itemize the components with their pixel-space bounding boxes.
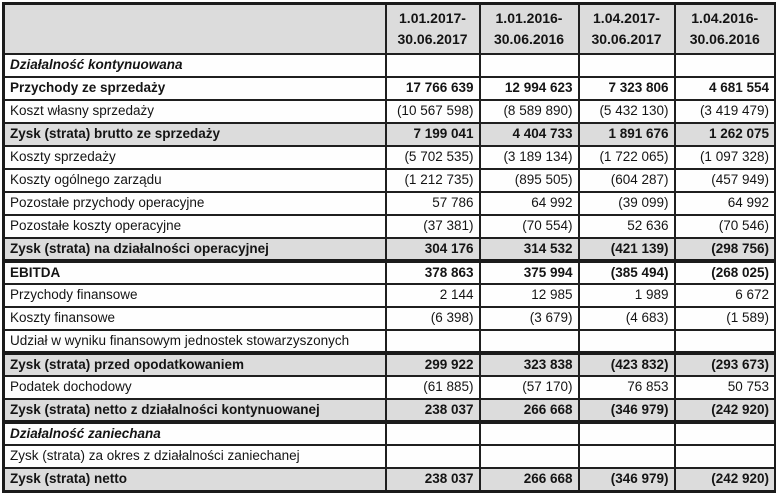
value-cell: 76 853: [579, 376, 675, 399]
value-cell: 52 636: [579, 215, 675, 238]
value-cell: (346 979): [579, 468, 675, 491]
period-column-header-4: [675, 4, 776, 55]
value-cell: (421 139): [579, 238, 675, 261]
value-cell: [480, 330, 579, 353]
row-label: Pozostałe przychody operacyjne: [4, 192, 386, 215]
value-cell: [386, 445, 480, 468]
value-cell: [579, 422, 675, 445]
value-cell: 17 766 639: [386, 77, 480, 100]
row-label: Pozostałe koszty operacyjne: [4, 215, 386, 238]
value-cell: 378 863: [386, 261, 480, 284]
table-header: [4, 4, 776, 55]
row-label: EBITDA: [4, 261, 386, 284]
value-cell: (385 494): [579, 261, 675, 284]
period-column-header-2: [480, 4, 579, 55]
value-cell: 12 994 623: [480, 77, 579, 100]
table-row-profit-discontinued: [4, 445, 776, 468]
period-column-header-3: [579, 4, 675, 55]
value-cell: (242 920): [675, 468, 776, 491]
row-label: Koszty ogólnego zarządu: [4, 169, 386, 192]
period-start-date: 1.04.2016-: [691, 10, 759, 26]
value-cell: 4 681 554: [675, 77, 776, 100]
value-cell: 4 404 733: [480, 123, 579, 146]
value-cell: (4 683): [579, 307, 675, 330]
value-cell: 323 838: [480, 353, 579, 376]
table-row-section-discontinued-operations: [4, 422, 776, 445]
table-row-financial-income: [4, 284, 776, 307]
row-label: Zysk (strata) przed opodatkowaniem: [4, 353, 386, 376]
value-cell: 266 668: [480, 399, 579, 422]
value-cell: [386, 330, 480, 353]
value-cell: (5 432 130): [579, 100, 675, 123]
value-cell: 1 989: [579, 284, 675, 307]
row-label: Podatek dochodowy: [4, 376, 386, 399]
header-row: [4, 4, 776, 55]
row-label: Zysk (strata) netto z działalności kontynuowanej: [4, 399, 386, 422]
value-cell: 57 786: [386, 192, 480, 215]
value-cell: (61 885): [386, 376, 480, 399]
value-cell: 266 668: [480, 468, 579, 491]
period-start-date: 1.04.2017-: [593, 10, 660, 26]
value-cell: (1 722 065): [579, 146, 675, 169]
value-cell: 50 753: [675, 376, 776, 399]
value-cell: [675, 445, 776, 468]
value-cell: (10 567 598): [386, 100, 480, 123]
value-cell: (8 589 890): [480, 100, 579, 123]
value-cell: 7 323 806: [579, 77, 675, 100]
value-cell: (70 554): [480, 215, 579, 238]
table-row-other-operating-income: [4, 192, 776, 215]
row-label: Koszty finansowe: [4, 307, 386, 330]
row-label: Udział w wyniku finansowym jednostek stowarzyszonych: [4, 330, 386, 353]
table-row-financial-costs: [4, 307, 776, 330]
value-cell: 314 532: [480, 238, 579, 261]
table-row-admin-costs: [4, 169, 776, 192]
period-start-date: 1.01.2016-: [495, 10, 563, 26]
table-row-other-operating-costs: [4, 215, 776, 238]
value-cell: [480, 445, 579, 468]
value-cell: (39 099): [579, 192, 675, 215]
value-cell: (293 673): [675, 353, 776, 376]
value-cell: 64 992: [675, 192, 776, 215]
period-start-date: 1.01.2017-: [399, 10, 466, 26]
table-row-ebitda: [4, 261, 776, 284]
value-cell: (604 287): [579, 169, 675, 192]
value-cell: 64 992: [480, 192, 579, 215]
row-label: Zysk (strata) netto: [4, 468, 386, 491]
value-cell: [480, 422, 579, 445]
table-row-section-continued-operations: [4, 54, 776, 77]
row-label: Zysk (strata) na działalności operacyjnej: [4, 238, 386, 261]
table-row-cost-of-sales: [4, 100, 776, 123]
table-row-gross-profit: [4, 123, 776, 146]
value-cell: (1 212 735): [386, 169, 480, 192]
table-row-net-profit: [4, 468, 776, 491]
table-row-share-of-associates: [4, 330, 776, 353]
value-cell: (3 419 479): [675, 100, 776, 123]
value-cell: [579, 445, 675, 468]
income-statement-table: [2, 2, 776, 493]
row-label: Zysk (strata) za okres z działalności zaniechanej: [4, 445, 386, 468]
row-label: Przychody ze sprzedaży: [4, 77, 386, 100]
period-end-date: 30.06.2017: [591, 31, 662, 47]
table-row-revenue: [4, 77, 776, 100]
value-cell: 1 891 676: [579, 123, 675, 146]
header-corner-cell: [4, 4, 386, 55]
period-end-date: 30.06.2016: [689, 31, 760, 47]
value-cell: (6 398): [386, 307, 480, 330]
value-cell: 6 672: [675, 284, 776, 307]
value-cell: [675, 330, 776, 353]
value-cell: (1 097 328): [675, 146, 776, 169]
value-cell: [579, 330, 675, 353]
table-row-net-profit-continued: [4, 399, 776, 422]
value-cell: 7 199 041: [386, 123, 480, 146]
value-cell: 304 176: [386, 238, 480, 261]
row-label: Koszty sprzedaży: [4, 146, 386, 169]
table-body: [4, 54, 776, 491]
value-cell: (5 702 535): [386, 146, 480, 169]
value-cell: (298 756): [675, 238, 776, 261]
value-cell: [579, 54, 675, 77]
value-cell: [675, 422, 776, 445]
value-cell: 12 985: [480, 284, 579, 307]
table-row-selling-costs: [4, 146, 776, 169]
value-cell: (242 920): [675, 399, 776, 422]
period-end-date: 30.06.2017: [397, 31, 468, 47]
value-cell: 375 994: [480, 261, 579, 284]
value-cell: 299 922: [386, 353, 480, 376]
value-cell: (1 589): [675, 307, 776, 330]
row-label: Koszt własny sprzedaży: [4, 100, 386, 123]
row-label: Działalność kontynuowana: [4, 54, 386, 77]
row-label: Zysk (strata) brutto ze sprzedaży: [4, 123, 386, 146]
value-cell: [386, 422, 480, 445]
period-column-header-1: [386, 4, 480, 55]
value-cell: 1 262 075: [675, 123, 776, 146]
value-cell: (57 170): [480, 376, 579, 399]
value-cell: (37 381): [386, 215, 480, 238]
value-cell: (346 979): [579, 399, 675, 422]
value-cell: (423 832): [579, 353, 675, 376]
table-row-operating-profit: [4, 238, 776, 261]
table-row-profit-before-tax: [4, 353, 776, 376]
value-cell: (457 949): [675, 169, 776, 192]
value-cell: 2 144: [386, 284, 480, 307]
value-cell: (268 025): [675, 261, 776, 284]
value-cell: [675, 54, 776, 77]
row-label: Przychody finansowe: [4, 284, 386, 307]
value-cell: 238 037: [386, 399, 480, 422]
row-label: Działalność zaniechana: [4, 422, 386, 445]
table-row-income-tax: [4, 376, 776, 399]
value-cell: 238 037: [386, 468, 480, 491]
value-cell: [386, 54, 480, 77]
value-cell: (3 189 134): [480, 146, 579, 169]
value-cell: [480, 54, 579, 77]
value-cell: (3 679): [480, 307, 579, 330]
value-cell: (70 546): [675, 215, 776, 238]
value-cell: (895 505): [480, 169, 579, 192]
period-end-date: 30.06.2016: [493, 31, 565, 47]
